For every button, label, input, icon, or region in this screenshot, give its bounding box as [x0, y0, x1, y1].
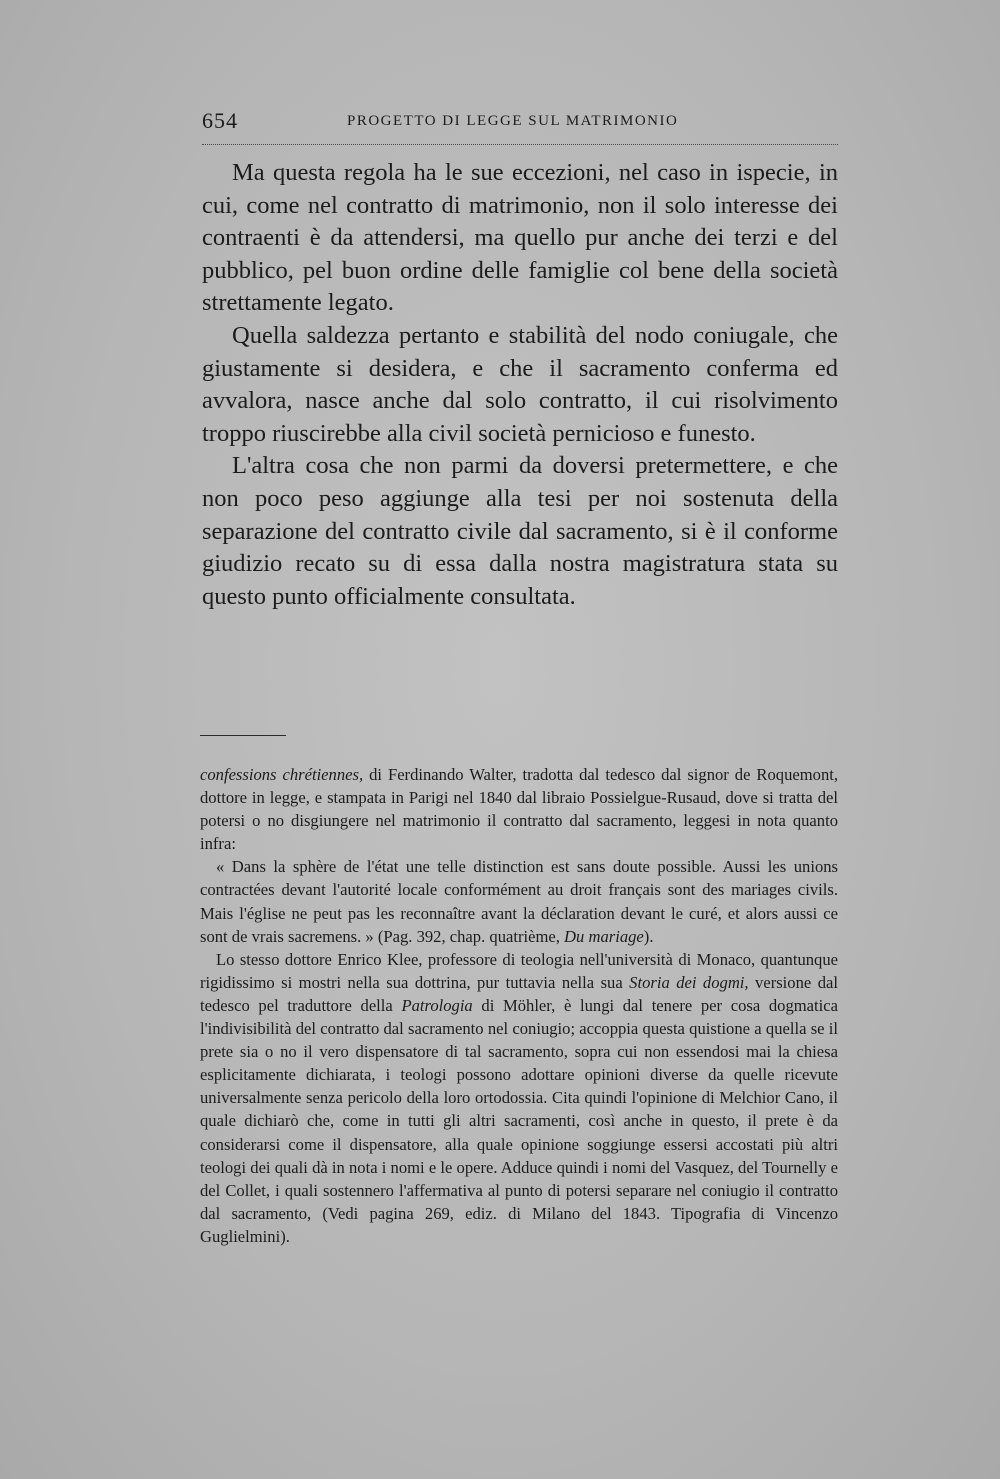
page-header	[202, 108, 838, 145]
main-text	[202, 157, 838, 613]
paragraph: Ma questa regola ha le sue eccezioni, nel caso in ispecie, in cui, come nel contratto di matrimonio, non il solo interesse dei contraenti è da attendersi, ma quello pur anche dei terzi e del pubblico, pel buon ordine delle famiglie col bene della società strettamente legato.	[202, 159, 838, 317]
footnote-paragraph	[200, 948, 838, 1248]
footnote-italic: confessions chrétiennes,	[200, 765, 364, 784]
footnote-text: versione dal tedesco pel traduttore della	[200, 972, 838, 1015]
footnote-italic: Storia dei dogmi,	[629, 972, 749, 992]
footnote-text: di Ferdinando Walter, tradotta dal tedesco dal signor de Roquemont, dottore in legge, e stampata in Parigi nel 1840 dal libraio Possielgue-Rusaud, dove si tratta del potersi o no disgiungere nel matrimonio il contratto dal sacramento, leggesi in nota quanto infra:	[200, 765, 838, 854]
footnote-divider	[200, 735, 286, 736]
footnote-text: Lo stesso dottore Enrico Klee, professore di teologia nell'università di Monaco, quantunque rigidissimo si mostri nella sua dottrina, pur tuttavia nella sua	[200, 949, 838, 992]
footnote-paragraph	[200, 855, 838, 947]
page-number: 654	[202, 108, 238, 133]
running-head: PROGETTO DI LEGGE SUL MATRIMONIO	[347, 113, 679, 129]
footnotes	[200, 763, 838, 1248]
footnote-italic: Patrologia	[401, 995, 473, 1015]
footnote-text: di Möhler, è lungi dal tenere per cosa dogmatica l'indivisibilità del contratto dal sacramento nel coniugio; accoppia questa quistione a quella se il prete sia o no il vero dispensatore di tal sacramento, sopra cui non essendosi mai la chiesa esplicitamente dichiarata, i teologi possono adottare opinioni diverse da quelle ricevute universalmente senza pericolo della loro ortodossia. Cita quindi l'opinione di Melchior Cano, il quale dichiarò che, come in tutti gli altri sacramenti, così anche in questo, il prete è da considerarsi come il dispensatore, alla quale opinione soggiunge essersi accostati più altri teologi dei quali dà in nota i nomi e le opere. Adduce quindi i nomi del Vasquez, del Tournelly e del Collet, i quali sostennero l'affermativa al punto di potersi separare nel coniugio il contratto dal sacramento, (Vedi pagina 269, ediz. di Milano del 1843. Tipografia di Vincenzo Guglielmini).	[200, 995, 838, 1246]
footnote-italic: Du mariage	[564, 926, 644, 946]
footnote-quote: « Dans la sphère de l'état une telle distinction est sans doute possible. Aussi les unions contractées devant l'autorité locale conformément au droit français sont des mariages civils. Mais l'église ne peut pas les reconnaître avant la déclaration devant le curé, et alors aussi ce sont de vrais sacremens. » (Pag. 392, chap. quatrième,	[200, 857, 838, 946]
footnote-text: ).	[643, 926, 654, 946]
paragraph: L'altra cosa che non parmi da doversi pretermettere, e che non poco peso aggiunge alla tesi per noi sostenuta della separazione del contratto civile dal sacramento, si è il conforme giudizio recato su di essa dalla nostra magistratura stata su questo punto officialmente consultata.	[202, 452, 838, 610]
footnote-paragraph	[200, 763, 838, 855]
paragraph: Quella saldezza pertanto e stabilità del nodo coniugale, che giustamente si desidera, e che il sacramento conferma ed avvalora, nasce anche dal solo contratto, il cui risolvimento troppo riuscirebbe alla civil società pernicioso e funesto.	[202, 321, 838, 447]
